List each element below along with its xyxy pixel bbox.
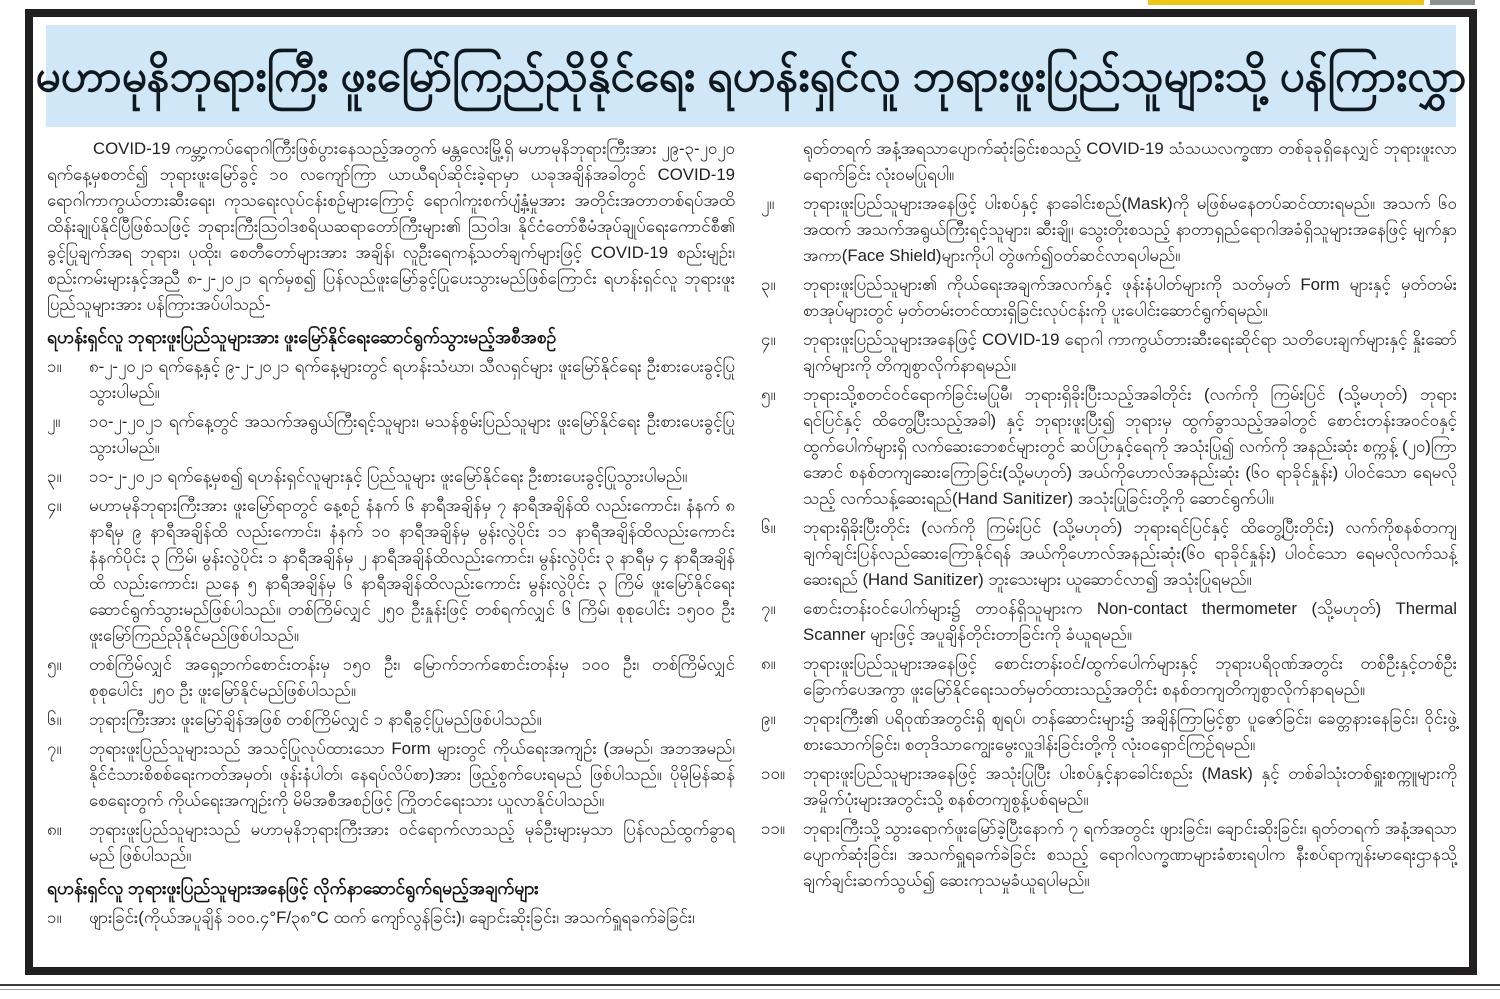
intro-paragraph: COVID-19 ကမ္ဘာ့ကပ်ရောဂါကြီးဖြစ်ပွားနေသည့်အတွက် မန္တလေးမြို့ရှိ မဟာမုနိဘုရားကြီးအား ၂၉-၃-၂၀၂၀ ရက်နေ့မှစတင်၍ ဘုရားဖူးမြော်ခွင့် ၁၀ လကျော်ကြာ ယာယီရပ်ဆိုင်းခဲ့ရာမှာ ယခုအချိန်အခါတွင် COVID-19 ရောဂါကာကွယ်တားဆီးရေး၊ ကုသရေးလုပ်ငန်းစဉ်များကြောင့် ရောဂါကူးစက်ပျံ့နှံ့မှုအား အတိုင်းအတာတစ်ရပ်အထိ ထိန်းချုပ်နိုင်ပြီဖြစ်သဖြင့် ဘုရားကြီးသြဝါဒစရိယဆရာတော်ကြီးများ၏ သြဝါဒ၊ နိုင်ငံတော်စီမံအုပ်ချုပ်ရေးကောင်စီ၏ ခွင့်ပြုချက်အရ ဘုရား၊ ပုထိုး၊ စေတီတော်များအား အချိန်၊ လူဦးရေကန့်သတ်ချက်များဖြင့် COVID-19 စည်းမျဉ်း၊ စည်းကမ်းများနှင့်အညီ ၈-၂-၂၀၂၁ ရက်မှစ၍ ပြန်လည်ဖူးမြော်ခွင့်ပြုပေးသွားမည်ဖြစ်ကြောင်း ရဟန်းရှင်လူ ဘုရားဖူးပြည်သူများအား ပန်ကြားအပ်ပါသည်- [47,139,735,314]
list-item [761,816,1457,894]
item-number: ၃။ [761,275,776,294]
list-item [47,464,735,490]
right-column [761,136,1457,934]
item-number: ၁။ [47,908,62,927]
item-text: ဘုရားဖူးပြည်သူများသည် အသင့်ပြုလုပ်ထားသော Form များတွင် ကိုယ်ရေးအကျဉ်း (အမည်၊ အဘအမည်၊ နိုင်ငံသားစိစစ်ရေးကတ်အမှတ်၊ ဖုန်းနံပါတ်၊ နေရပ်လိပ်စာ)အား ဖြည့်စွက်ပေးရမည် ဖြစ်ပါသည်။ ပိုမိုမြန်ဆန်စေရေးတွက် ကိုယ်ရေးအကျဉ်းကို မိမိအစီအစဉ်ဖြင့် ကြိုတင်ရေးသား ယူလာနိုင်ပါသည်။ [89,739,735,810]
item-text: ဖျားခြင်း(ကိုယ်အပူချိန် ၁၀၀.၄°F/၃၈°C ထက် ကျော်လွန်ခြင်း)၊ ချောင်းဆိုးခြင်း၊ အသက်ရှူရခက်ခဲခြင်း၊ [89,908,695,927]
list-item [761,272,1457,324]
top-gray-bar [1430,0,1475,5]
item-number: ၉။ [761,709,776,728]
item-number: ၆။ [761,518,776,537]
bottom-rule-secondary [0,989,1500,990]
item-number: ၄။ [47,496,62,515]
item-text: ဘုရားသို့စတင်ဝင်ရောက်ခြင်းမပြုမီ၊ ဘုရားရှိခိုးပြီးသည့်အခါတိုင်း (လက်ကို ကြမ်းပြင် (သို့မဟုတ်) ဘုရားရင်ပြင်နှင့် ထိတွေ့ပြီးသည့်အခါ) နှင့် ဘုရားဖူးပြီး၍ ဘုရားမှ ထွက်ခွာသည့်အခါတွင် စောင်းတန်းအဝင်ဝနှင့် ထွက်ပေါက်များရှိ လက်ဆေးဘေစင်များတွင် ဆပ်ပြာနှင့်ရေကို အသုံးပြု၍ လက်ကို အနည်းဆုံး စက္ကန့် (၂၀)ကြာအောင် စနစ်တကျဆေးကြောခြင်း(သို့မဟုတ်) အယ်ကိုဟောလ်အနည်းဆုံး (၆၀ ရာခိုင်နှုန်း) ပါဝင်သော ရေမလိုသည့် လက်သန့်ဆေးရည်(Hand Sanitizer) အသုံးပြုခြင်းတို့ကို ဆောင်ရွက်ပါ။ [803,385,1457,508]
list-item [47,652,735,704]
list-item [47,905,735,931]
item-number: ၇။ [761,599,776,618]
list-item [761,515,1457,593]
list-item [47,493,735,649]
item-number: ၁၁။ [761,819,785,838]
body-columns [33,127,1469,934]
list-item [47,817,735,869]
item-number: ၆။ [47,710,62,729]
item-text: စောင်းတန်းဝင်ပေါက်များ၌ တာဝန်ရှိသူများက Non-contact thermometer (သို့မဟုတ်) Thermal Scanner များဖြင့် အပူချိန်တိုင်းတာခြင်းကို ခံယူရမည်။ [803,599,1457,644]
item-number: ၅။ [761,385,776,404]
list-item [761,651,1457,703]
left-column [47,136,735,934]
item-text: တစ်ကြိမ်လျှင် အရှေ့ဘက်စောင်းတန်းမှ ၁၅၀ ဦး၊ မြောက်ဘက်စောင်းတန်းမှ ၁၀၀ ဦး၊ တစ်ကြိမ်လျှင် စုစုပေါင်း ၂၅၀ ဦး ဖူးမြော်နိုင်မည်ဖြစ်ပါသည်။ [89,655,735,700]
item-number: ၄။ [761,330,776,349]
list-item [47,736,735,814]
item-text: ၈-၂-၂၀၂၁ ရက်နေ့နှင့် ၉-၂-၂၀၂၁ ရက်နေ့များတွင် ရဟန်းသံဃာ၊ သီလရှင်များ ဖူးမြော်နိုင်ရေး ဦးစားပေးခွင့်ပြုသွားပါမည်။ [89,357,735,402]
item1-continuation: ရုတ်တရက် အနံ့အရသာပျောက်ဆုံးခြင်းစသည့် COVID-19 သံသယလက္ခဏာ တစ်ခုခုရှိနေလျှင် ဘုရားဖူးလာရောက်ခြင်း လုံးဝမပြုရပါ။ [803,139,1457,184]
item-text: ဘုရားဖူးပြည်သူများအနေဖြင့် အသုံးပြုပြီး ပါးစပ်နှင့်နာခေါင်းစည်း (Mask) နှင့် တစ်ခါသုံးတစ်ရှူးစက္ကူများကို အမှိုက်ပုံးများအတွင်းသို့ စနစ်တကျစွန့်ပစ်ရမည်။ [803,764,1457,809]
item-text: ဘုရားဖူးပြည်သူများ၏ ကိုယ်ရေးအချက်အလက်နှင့် ဖုန်းနံပါတ်များကို သတ်မှတ် Form များနှင့် မှတ်တမ်းစာအုပ်များတွင် မှတ်တမ်းတင်ထားရှိခြင်းလုပ်ငန်းကို ပူးပေါင်းဆောင်ရွက်ရမည်။ [803,275,1457,320]
list-item [47,354,735,406]
bottom-rule [0,984,1500,986]
item-text: မဟာမုနိဘုရားကြီးအား ဖူးမြော်ရာတွင် နေ့စဉ် နံနက် ၆ နာရီအချိန်မှ ၇ နာရီအချိန်ထိ လည်းကောင်း၊ နံနက် ၈ နာရီမှ ၉ နာရီအချိန်ထိ လည်းကောင်း၊ နံနက် ၁၀ နာရီအချိန်မှ မွန်းလွဲပိုင်း ၁၁ နာရီအချိန်ထိလည်းကောင်း နံနက်ပိုင်း ၃ ကြိမ်၊ မွန်းလွဲပိုင်း ၁ နာရီအချိန်မှ ၂ နာရီအချိန်ထိလည်းကောင်း၊ မွန်းလွဲပိုင်း ၃ နာရီမှ ၄ နာရီအချိန်ထိ လည်းကောင်း၊ ညနေ ၅ နာရီအချိန်မှ ၆ နာရီအချိန်ထိလည်းကောင်း မွန်းလွဲပိုင်း ၃ ကြိမ် ဖူးမြော်နိုင်ရေး ဆောင်ရွက်သွားမည်ဖြစ်ပါသည်။ တစ်ကြိမ်လျှင် ၂၅၀ ဦးနှုန်းဖြင့် တစ်ရက်လျှင် ၆ ကြိမ်၊ စုစုပေါင်း ၁၅၀၀ ဦး ဖူးမြော်ကြည်ညိုနိုင်မည်ဖြစ်ပါသည်။ [89,496,735,645]
item-number: ၁။ [47,357,62,376]
item-number: ၇။ [47,739,62,758]
item-text: ၁၁-၂-၂၀၂၁ ရက်နေ့မှစ၍ ရဟန်းရှင်လူများနှင့် ပြည်သူများ ဖူးမြော်နိုင်ရေး ဦးစားပေးခွင့်ပြုသွားပါမည်။ [89,467,688,486]
list-item [761,596,1457,648]
item-text: ဘုရားဖူးပြည်သူများအနေဖြင့် COVID-19 ရောဂါ ကာကွယ်တားဆီးရေးဆိုင်ရာ သတိပေးချက်များနှင့် နှိုးဆော်ချက်များကို တိကျစွာလိုက်နာရမည်။ [803,330,1457,375]
item-text: ၁၀-၂-၂၀၂၁ ရက်နေ့တွင် အသက်အရွယ်ကြီးရင့်သူများ၊ မသန်စွမ်းပြည်သူများ ဖူးမြော်နိုင်ရေး ဦးစားပေးခွင့်ပြုသွားပါမည်။ [89,412,735,457]
item-text: ဘုရားဖူးပြည်သူများသည် မဟာမုနိဘုရားကြီးအား ဝင်ရောက်လာသည့် မုခ်ဦးများမှသာ ပြန်လည်ထွက်ခွာရမည် ဖြစ်ပါသည်။ [89,820,735,865]
item-number: ၁၀။ [761,764,785,783]
item-text: ဘုရားကြီးသို့ သွားရောက်ဖူးမြော်ခဲ့ပြီးနောက် ၇ ရက်အတွင်း ဖျားခြင်း၊ ချောင်းဆိုးခြင်း၊ ရုတ်တရက် အနံ့အရသာ ပျောက်ဆုံးခြင်း၊ အသက်ရှူရခက်ခဲခြင်း စသည့် ရောဂါလက္ခဏာများခံစားရပါက နီးစပ်ရာကျန်းမာရေးဌာနသို့ ချက်ချင်းဆက်သွယ်၍ ဆေးကုသမှုခံယူရပါမည်။ [803,819,1457,890]
list-item [761,327,1457,379]
item-number: ၈။ [47,820,62,839]
list-item [761,382,1457,512]
list-item [47,409,735,461]
item-number: ၂။ [47,412,61,431]
list-item [761,761,1457,813]
item-number: ၂။ [761,194,775,213]
notice-frame [25,9,1477,975]
item-text: ဘုရားကြီးအား ဖူးမြော်ချိန်အဖြစ် တစ်ကြိမ်လျှင် ၁ နာရီခွင့်ပြုမည်ဖြစ်ပါသည်။ [89,710,542,729]
list-item [761,191,1457,269]
list-item [761,706,1457,758]
item-text: ဘုရားရှိခိုးပြီးတိုင်း (လက်ကို ကြမ်းပြင် (သို့မဟုတ်) ဘုရားရင်ပြင်နှင့် ထိတွေ့ပြီးတိုင်း) လက်ကိုစနစ်တကျ ချက်ချင်းပြန်လည်ဆေးကြောနိုင်ရန် အယ်ကိုဟောလ်အနည်းဆုံး(၆၀ ရာခိုင်နှုန်း) ပါဝင်သော ရေမလိုလက်သန့်ဆေးရည် (Hand Sanitizer) ဘူးသေးများ ယူဆောင်လာ၍ အသုံးပြုရမည်။ [803,518,1457,589]
item-number: ၅။ [47,655,62,674]
item-text: ဘုရားဖူးပြည်သူများအနေဖြင့် စောင်းတန်းဝင်/ထွက်ပေါက်များနှင့် ဘုရားပရိဝုဏ်အတွင်း တစ်ဦးနှင့်တစ်ဦး ခြောက်ပေအကွာ ဖူးမြော်နိုင်ရေးသတ်မှတ်ထားသည့်အတိုင်း စနစ်တကျတိကျစွာလိုက်နာရမည်။ [803,654,1457,699]
section2-heading: ရဟန်းရှင်လူ ဘုရားဖူးပြည်သူများအနေဖြင့် လိုက်နာဆောင်ရွက်ရမည့်အချက်များ [47,878,539,898]
item-text: ဘုရားကြီး၏ ပရိဝုဏ်အတွင်းရှိ ဈရပ်၊ တန်ဆောင်းများ၌ အချိန်ကြာမြင့်စွာ ပူဇော်ခြင်း၊ ခေတ္တနားနေခြင်း၊ ဝိုင်းဖွဲ့စားသောက်ခြင်း၊ စတုဒိသာကျွေးမွေးလှူဒါန်းခြင်းတို့ကို လုံးဝရှောင်ကြဉ်ရမည်။ [803,709,1457,754]
item-text: ဘုရားဖူးပြည်သူများအနေဖြင့် ပါးစပ်နှင့် နာခေါင်းစည်(Mask)ကို မဖြစ်မနေတပ်ဆင်ထားရမည်။ အသက် ၆၀ အထက် အသက်အရွယ်ကြီးရင့်သူများ၊ ဆီးချို၊ သွေးတိုးစသည့် နာတာရှည်ရောဂါအခံရှိသူများအနေဖြင့် မျက်နှာအကာ(Face Shield)များကိုပါ တွဲဖက်၍ဝတ်ဆင်လာရပါမည်။ [803,194,1457,265]
top-yellow-bar [1148,0,1424,5]
item-number: ၃။ [47,467,62,486]
item-number: ၈။ [761,654,776,673]
list-item [47,707,735,733]
page-title: မဟာမုနိဘုရားကြီး ဖူးမြော်ကြည်ညိုနိုင်ရေး ရဟန်းရှင်လူ ဘုရားဖူးပြည်သူများသို့ ပန်ကြားလွှာ [35,51,1467,101]
section1-heading: ရဟန်းရှင်လူ ဘုရားဖူးပြည်သူများအား ဖူးမြော်နိုင်ရေးဆောင်ရွက်သွားမည့်အစီအစဉ် [47,327,557,347]
title-banner [35,25,1467,127]
